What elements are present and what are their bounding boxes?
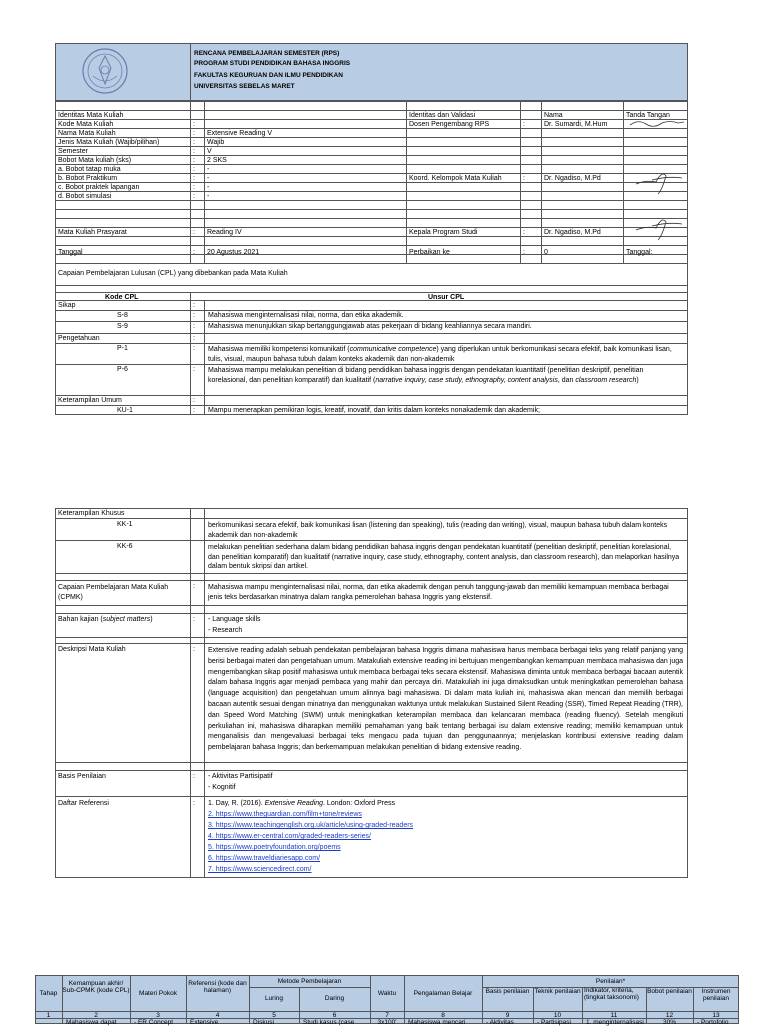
identity-title: Identitas Mata Kuliah — [58, 112, 124, 119]
col-number: 10 — [553, 1012, 562, 1019]
row-sep: : — [523, 175, 525, 182]
row-label: Nama Mata Kuliah — [58, 130, 116, 137]
row-value: - — [207, 166, 210, 173]
row-sep: : — [193, 312, 195, 319]
row-value: - — [207, 175, 210, 182]
kk6-text: melakukan penelitian sederhana dalam bidang pendidikan bahasa inggris dengan pendekatan kuantitatif (penelitian deskriptif, penelitian korelasional, dan penelitian komparatif) dan kualitatif (narrative inquiry, case study, ethnography, content analysis, dan classroom research), dan melaporkan hasilnya dalam bentuk skripsi dan artikel. — [208, 544, 680, 570]
tanggal2-label: Tanggal: — [626, 249, 653, 256]
p6-code: P-6 — [117, 366, 128, 373]
desk-text: Extensive reading adalah sebuah pendekatan pembelajaran bahasa Inggris dimana mahasiswa harus membaca berbagai teks yang relatif panjang yang berisi berbagai materi dan pengetahuan umum. Matakuliah extensive reading ini bertujuan mengembangkan kemampuan membaca mahasiswa dan juga mengembangkan sikap positif mahasiswa untuk membaca berbagai teks secara ekstensif. Mahasiswa diminta untuk membaca berbagai bacaan autentik dalam bahasa Inggris agar menjadi pembaca yang mahir dan percaya diri. Matakuliah ini juga dimaksudkan untuk meningkatkan pemerolehan bahasa (language acquisition) dan pengetahuan umum alinnya bagi mahasiswa. Di dalam mata kuliah ini, mahasiswa akan mencari dan memilih berbagai bacaan autentik sesuai dengan minatnya dan menggunakan waktunya untuk melakukan Sustained Silent Reading (SSR), Timed Repeat Reading (TRR), dan Speed Word Matching (SWM) untuk meningkatkan keterampilan membaca dan kelancaran membaca (reading fluency). Setelah mengikuti perkuliahan ini, mahasiswa diharapkan memiliki pemahaman yang baik tentang berbagai isu dalam extensive reading; memiliki kemampuan untuk menganalisis dan mengevaluasi berbagai teks mengacu pada tujuan dan penggunaannya; menjelaskan kontribusi extensive reading dalam pembelajaran bahasa Inggris; dan berkemampuan melakukan penelitian di bidang extensive reading. — [208, 647, 683, 752]
col-materi: Materi Pokok — [139, 990, 177, 997]
row-sep: : — [523, 249, 525, 256]
prasyarat-label: Mata Kuliah Prasyarat — [58, 229, 127, 236]
col-number: 9 — [505, 1012, 510, 1019]
tanggal-value: 20 Agustus 2021 — [207, 249, 260, 256]
row-sep: : — [193, 345, 195, 352]
ref-link-2[interactable]: 2. https://www.theguardian.com/film+tone/reviews — [208, 811, 362, 818]
col-number: 5 — [272, 1012, 276, 1019]
kk6-code: KK-6 — [117, 543, 133, 550]
signature-ngadiso-2 — [632, 214, 686, 244]
row-sep: : — [523, 229, 525, 236]
table-cell: Mahasiswa dapat — [66, 1019, 117, 1026]
table-cell: 3x100' — [377, 1019, 397, 1026]
pengetahuan-label: Pengetahuan — [58, 335, 100, 342]
col-waktu: Waktu — [377, 990, 397, 997]
koord-label: Koord. Kelompok Mata Kuliah — [409, 175, 502, 182]
ref-link-5[interactable]: 5. https://www.poetryfoundation.org/poems — [208, 844, 341, 851]
row-label: Kode Mata Kuliah — [58, 121, 114, 128]
p6-text: Mahasiswa mampu melakukan penelitian di bidang pendidikan bahasa inggris dengan pendekatan kuantitatif (penelitian deskriptif, penelitian korelasional, dan penelitian komparatif) dan kualitatif (narrative inquiry, case study, ethnography, content analysis, dan classroom research) — [208, 367, 644, 384]
row-label: a. Bobot tatap muka — [58, 166, 121, 173]
row-label: b. Bobot Praktikum — [58, 175, 118, 182]
kk1-text: berkomunikasi secara efektif, baik komunikasi lisan (listening dan speaking), tulis (reading dan writing), visual, maupun bahasa tubuh dalam konteks akademik dan non-akademik — [208, 522, 668, 539]
signature-sumardi — [628, 117, 686, 129]
row-sep: : — [193, 130, 195, 137]
p1-text: Mahasiswa memiliki kompetensi komunikatif (communicative competence) yang diperlukan untuk berkomunikasi secara efektif, baik komunikasi lisan, tulis, visual, maupun bahasa tubuh dalam konteks akademik dan non-akademik — [208, 346, 672, 363]
row-value: - — [207, 193, 210, 200]
cpl-unsur-header: Unsur CPL — [428, 294, 465, 301]
row-sep: : — [193, 302, 195, 309]
row-sep: : — [193, 366, 195, 373]
bahan-item-2: - Research — [208, 627, 243, 634]
ref-link-3[interactable]: 3. https://www.teachingenglish.org.uk/article/using-graded-readers — [208, 822, 414, 829]
table-cell: 1. menginternalisasi — [586, 1019, 644, 1026]
table-cell: - Aktivitas — [486, 1019, 514, 1026]
col-referensi: Referensi (kode dan halaman) — [188, 980, 247, 994]
row-sep: : — [193, 397, 195, 404]
row-sep: : — [193, 229, 195, 236]
col-number: 3 — [156, 1012, 160, 1019]
table-cell: Extensive — [190, 1019, 219, 1026]
col-teknik: Teknik penilaian — [534, 988, 581, 995]
ku1-code: KU-1 — [117, 407, 133, 414]
header-line-4: UNIVERSITAS SEBELAS MARET — [194, 83, 295, 90]
row-sep: : — [193, 249, 195, 256]
bahan-label: Bahan kajian (subject matters) — [58, 616, 153, 623]
row-sep: : — [193, 175, 195, 182]
row-sep: : — [193, 800, 195, 807]
col-number: 4 — [215, 1012, 220, 1019]
row-sep: : — [193, 193, 195, 200]
col-daring: Daring — [324, 995, 345, 1002]
row-sep: : — [193, 121, 195, 128]
row-sep: : — [193, 323, 195, 330]
row-value: - — [207, 184, 210, 191]
col-penilaian: Penilaian* — [595, 978, 626, 985]
row-label: Jenis Mata Kuliah (Wajib/pilihan) — [58, 139, 160, 146]
s9-code: S-9 — [117, 323, 128, 330]
row-sep: : — [193, 616, 195, 623]
document-header — [55, 43, 688, 101]
header-line-2: PROGRAM STUDI PENDIDIKAN BAHASA INGGRIS — [194, 60, 351, 67]
kaprodi-name: Dr. Ngadiso, M.Pd — [544, 229, 601, 236]
ref-item-1: 1. Day, R. (2016). Extensive Reading. London: Oxford Press — [208, 800, 396, 807]
ref-link-6[interactable]: 6. https://www.traveldiariesapp.com/ — [208, 855, 321, 862]
col-number: 12 — [665, 1012, 674, 1019]
table-cell: 30% — [662, 1019, 676, 1026]
row-sep: : — [193, 148, 195, 155]
col-pengalaman: Pengalaman Belajar — [413, 990, 473, 997]
table-cell: - Portofolio — [697, 1019, 729, 1026]
col-indikator: Indikator, kriteria, (tingkat taksonomi) — [584, 987, 639, 1001]
row-sep: : — [193, 166, 195, 173]
col-kemampuan: Kemampuan akhir/ Sub-CPMK (kode CPL) — [62, 980, 130, 994]
row-sep: : — [193, 335, 195, 342]
row-value: V — [207, 148, 212, 155]
basis-item-1: - Aktivitas Partisipatif — [208, 773, 273, 780]
kk1-code: KK-1 — [117, 521, 133, 528]
col-luring: Luring — [264, 995, 284, 1002]
ku1-text: Mampu menerapkan pemikiran logis, kreatif, inovatif, dan kritis dalam konteks nonakademik dan akademik; — [208, 407, 540, 414]
row-value: Wajib — [207, 139, 225, 146]
ref-link-7[interactable]: 7. https://www.sciencedirect.com/ — [208, 866, 312, 873]
university-logo-icon — [80, 46, 130, 96]
perbaikan-value: 0 — [544, 249, 548, 256]
s8-code: S-8 — [117, 312, 128, 319]
name-column-header: Nama — [544, 112, 563, 119]
row-label: Bobot Mata kuliah (sks) — [58, 157, 132, 164]
row-sep: : — [193, 646, 195, 653]
signature-ngadiso — [632, 166, 686, 196]
kaprodi-label: Kepala Program Studi — [409, 229, 478, 236]
validation-title: Identitas dan Validasi — [409, 112, 476, 119]
col-metode: Metode Pembelajaran — [277, 978, 342, 985]
row-value: Extensive Reading V — [207, 130, 272, 137]
cpl-intro: Capaian Pembelajaran Lulusan (CPL) yang dibebankan pada Mata Kuliah — [58, 270, 288, 277]
table-cell: Studi kasus (case — [303, 1019, 355, 1026]
row-sep: : — [193, 139, 195, 146]
s8-text: Mahasiswa menginternalisasi nilai, norma, dan etika akademik. — [208, 312, 404, 319]
col-number: 1 — [46, 1012, 51, 1019]
ref-link-4[interactable]: 4. https://www.er-central.com/graded-readers-series/ — [208, 833, 372, 840]
ref-label: Daftar Referensi — [58, 800, 109, 807]
row-label: c. Bobot praktek lapangan — [58, 184, 140, 191]
header-line-1: RENCANA PEMBELAJARAN SEMESTER (RPS) — [194, 50, 340, 57]
basis-item-2: - Kognitif — [208, 784, 236, 791]
prasyarat-value: Reading IV — [207, 229, 242, 236]
table-cell: - ER Concept — [134, 1019, 174, 1026]
col-number: 11 — [610, 1012, 618, 1019]
col-number: 7 — [385, 1012, 389, 1019]
ketum-label: Keterampilan Umum — [58, 397, 122, 404]
col-number: 6 — [332, 1012, 337, 1019]
row-label: Semester — [58, 148, 88, 155]
table-cell: Mahasiswa mencari — [408, 1019, 466, 1026]
cpmk-label: Capaian Pembelajaran Mata Kuliah (CPMK) — [58, 584, 169, 601]
table-cell: Diskusi — [253, 1019, 274, 1026]
tanggal-label: Tanggal — [58, 249, 83, 256]
row-sep: : — [193, 407, 195, 414]
cpmk-text: Mahasiswa mampu menginternalisasi nilai, norma, dan etika akademik dengan penuh tanggung-jawab dan memiliki kemampuan membaca berbagai jenis teks berdasarkan minatnya dalam rangka pemerolehan bahasa Inggris yang ekstensif. — [208, 584, 669, 601]
col-number: 8 — [441, 1012, 445, 1019]
col-bobot: Bobot penilaian — [647, 988, 692, 995]
p1-code: P-1 — [117, 345, 128, 352]
col-number: 2 — [94, 1012, 98, 1019]
row-sep: : — [193, 773, 195, 780]
signature-column-header: Tanda Tangan — [626, 112, 670, 119]
col-tahap: Tahap — [39, 990, 58, 997]
col-number: 13 — [712, 1012, 720, 1019]
row-value: 2 SKS — [207, 157, 227, 164]
col-instrumen: Instrumen penilaian — [701, 988, 731, 1002]
koord-name: Dr. Ngadiso, M.Pd — [544, 175, 601, 182]
col-basis: Basis penilaian — [485, 988, 530, 995]
cpl-code-header: Kode CPL — [105, 294, 139, 301]
dosen-label: Dosen Pengembang RPS — [409, 121, 490, 128]
dosen-name: Dr. Sumardi, M.Hum — [544, 121, 608, 128]
s9-text: Mahasiswa menunjukkan sikap bertanggungjawab atas pekerjaan di bidang keahliannya secara mandiri. — [208, 323, 532, 330]
row-sep: : — [523, 121, 525, 128]
bahan-item-1: - Language skills — [208, 616, 261, 623]
perbaikan-label: Perbaikan ke — [409, 249, 450, 256]
ketkhusus-label: Keterampilan Khusus — [58, 510, 125, 517]
row-sep: : — [193, 583, 195, 590]
basis-label: Basis Penilaian — [58, 773, 106, 780]
header-line-3: FAKULTAS KEGURUAN DAN ILMU PENDIDIKAN — [194, 72, 343, 79]
sikap-label: Sikap — [58, 302, 76, 309]
row-label: d. Bobot simulasi — [58, 193, 112, 200]
row-sep: : — [193, 184, 195, 191]
table-cell: - Partisipasi — [537, 1019, 571, 1026]
desk-label: Deskripsi Mata Kuliah — [58, 646, 126, 653]
row-sep: : — [193, 157, 195, 164]
